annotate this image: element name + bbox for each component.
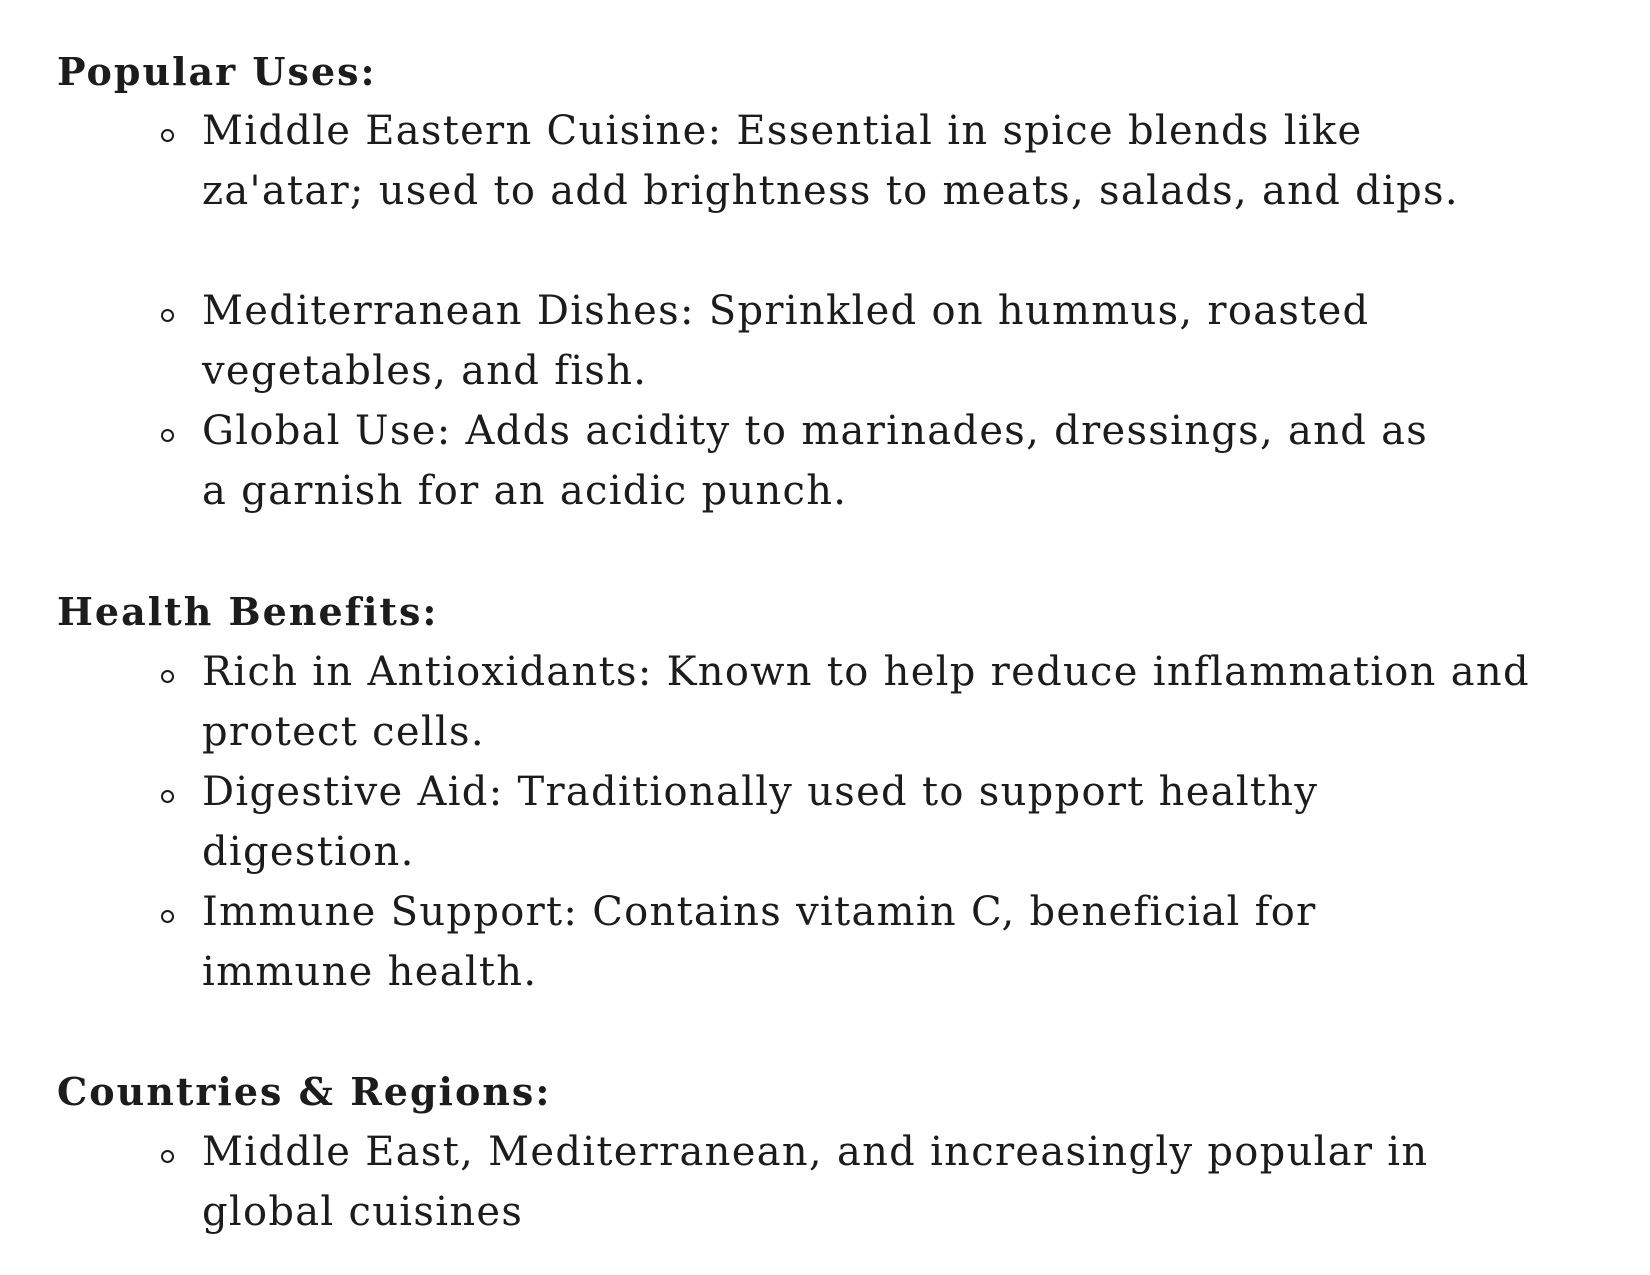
list-item-text: Middle East, Mediterranean, and increasingly popular in global cuisines <box>202 1129 1429 1235</box>
section-heading: Countries & Regions: <box>57 1069 552 1114</box>
hollow-bullet-icon <box>161 1150 174 1163</box>
list-item-text: Rich in Antioxidants: Known to help reduce inflammation and protect cells. <box>202 649 1530 755</box>
hollow-bullet-icon <box>161 309 174 322</box>
hollow-bullet-icon <box>161 910 174 923</box>
section-heading: Health Benefits: <box>57 589 439 634</box>
hollow-bullet-icon <box>161 129 174 142</box>
list-item-text: Digestive Aid: Traditionally used to support healthy digestion. <box>202 769 1319 875</box>
list-item-text: Middle Eastern Cuisine: Essential in spice blends like za'atar; used to add brightness to meats, salads, and dips. <box>202 108 1459 214</box>
hollow-bullet-icon <box>161 429 174 442</box>
list-item-text: Mediterranean Dishes: Sprinkled on hummus, roasted vegetables, and fish. <box>202 288 1370 394</box>
list-item-text: Immune Support: Contains vitamin C, beneficial for immune health. <box>202 889 1317 995</box>
list-item-text: Global Use: Adds acidity to marinades, dressings, and as a garnish for an acidic punch. <box>202 408 1429 514</box>
section-heading: Popular Uses: <box>57 49 377 94</box>
hollow-bullet-icon <box>161 790 174 803</box>
hollow-bullet-icon <box>161 670 174 683</box>
